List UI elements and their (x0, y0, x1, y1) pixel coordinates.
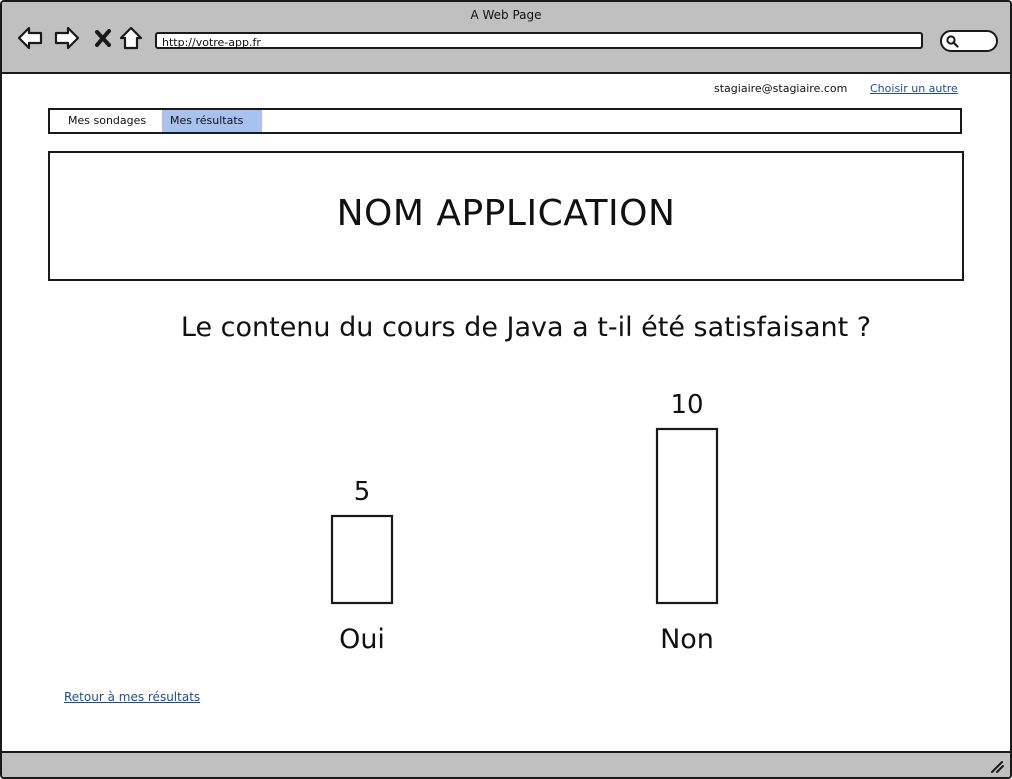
status-bar (2, 751, 1010, 777)
search-field[interactable] (940, 30, 998, 52)
app-title: NOM APPLICATION (336, 193, 676, 234)
poll-question: Le contenu du cours de Java a t-il été satisfaisant ? (180, 312, 872, 343)
close-icon[interactable] (90, 24, 118, 52)
category-label-oui: Oui (339, 624, 385, 655)
back-arrow-icon[interactable] (16, 24, 44, 52)
results-bar-chart (262, 374, 782, 674)
bar-non (657, 429, 717, 603)
value-label-non: 10 (670, 390, 704, 420)
tab-mes-sondages[interactable]: Mes sondages (68, 114, 147, 127)
window-title: A Web Page (470, 8, 542, 22)
tab-mes-resultats[interactable]: Mes résultats (162, 110, 262, 132)
browser-toolbar (2, 2, 1010, 74)
user-email: stagiaire@stagiaire.com (714, 82, 848, 95)
bar-oui (332, 516, 392, 603)
results-chart (262, 374, 782, 674)
back-to-results-link[interactable]: Retour à mes résultats (64, 690, 201, 704)
page-content (2, 74, 1010, 751)
category-label-non: Non (660, 624, 714, 655)
change-user-link[interactable]: Choisir un autre (870, 82, 958, 95)
value-label-oui: 5 (353, 477, 371, 507)
tab-bar (48, 108, 962, 134)
url-field[interactable]: http://votre-app.fr (155, 32, 923, 49)
home-icon[interactable] (117, 24, 145, 52)
forward-arrow-icon[interactable] (53, 24, 81, 52)
resize-grip-icon[interactable] (990, 759, 1004, 773)
search-icon (946, 35, 959, 48)
app-banner (48, 151, 964, 281)
